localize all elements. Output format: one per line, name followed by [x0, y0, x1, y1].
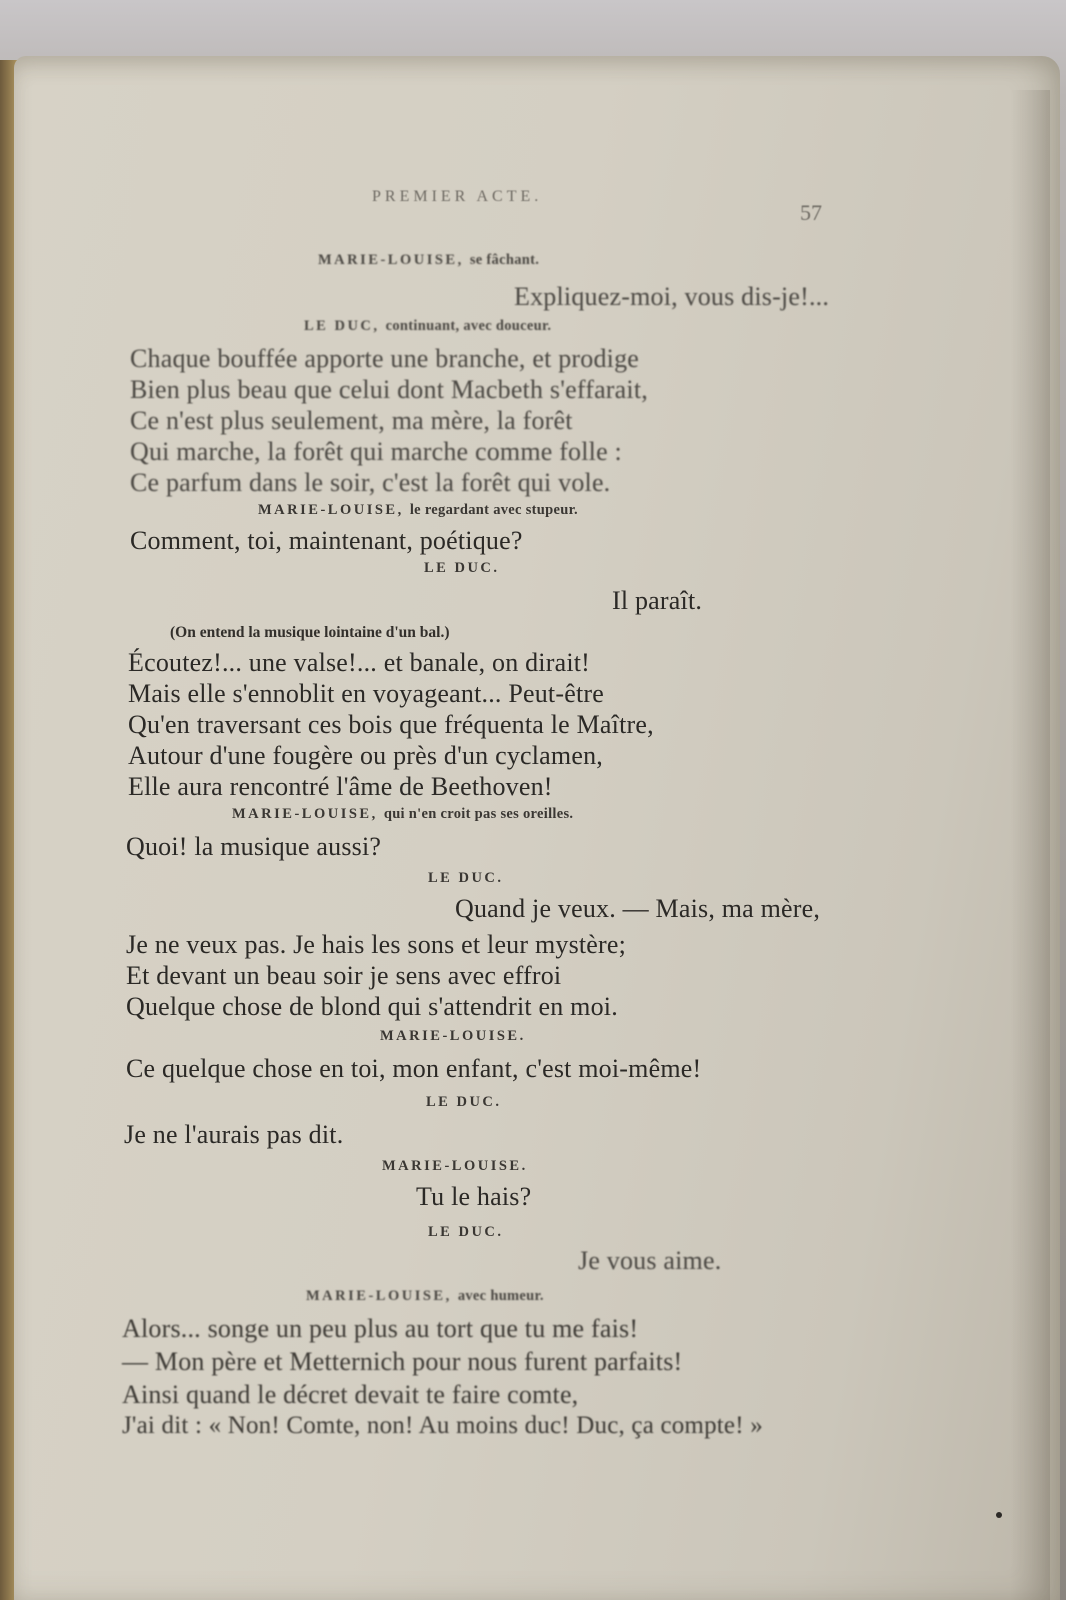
verse-line: Comment, toi, maintenant, poétique? [130, 526, 523, 555]
speaker-line [258, 502, 578, 519]
ink-speck [996, 1512, 1002, 1518]
speaker-name: LE DUC. [428, 1224, 504, 1240]
speaker-line [318, 252, 539, 269]
verse-line: Elle aura rencontré l'âme de Beethoven! [128, 772, 553, 801]
verse-line: Et devant un beau soir je sens avec effroi [126, 961, 562, 990]
verse-line: Je ne l'aurais pas dit. [124, 1120, 344, 1149]
speaker-name: MARIE-LOUISE. [382, 1158, 528, 1174]
speaker-name: LE DUC. [424, 560, 500, 576]
verse-line: Quand je veux. — Mais, ma mère, [455, 894, 821, 923]
running-head: PREMIER ACTE. [372, 188, 543, 205]
speaker-name: MARIE-LOUISE, [318, 252, 464, 268]
speaker-line [304, 318, 551, 335]
speaker-name: MARIE-LOUISE. [380, 1028, 526, 1044]
stage-direction: qui n'en croit pas ses oreilles. [383, 806, 574, 822]
verse-line: Autour d'une fougère ou près d'un cyclamen, [128, 741, 603, 770]
stage-direction: se fâchant. [469, 252, 540, 268]
verse-line: Ce n'est plus seulement, ma mère, la forêt [130, 406, 573, 435]
verse-line: Qu'en traversant ces bois que fréquenta le Maître, [128, 710, 654, 739]
speaker-line [232, 806, 573, 823]
verse-line: Mais elle s'ennoblit en voyageant... Peut-être [128, 679, 604, 708]
verse-line: Je ne veux pas. Je hais les sons et leur mystère; [126, 930, 627, 959]
verse-line: Il paraît. [612, 586, 703, 615]
verse-line: Je vous aime. [578, 1246, 722, 1275]
speaker-name: LE DUC. [426, 1094, 502, 1110]
verse-line: Alors... songe un peu plus au tort que tu me fais! [122, 1314, 639, 1343]
stage-direction: avec humeur. [457, 1288, 544, 1304]
speaker-name: MARIE-LOUISE, [232, 806, 378, 822]
verse-line: J'ai dit : « Non! Comte, non! Au moins duc! Duc, ça compte! » [122, 1412, 763, 1439]
speaker-line [306, 1288, 544, 1305]
verse-line: Expliquez-moi, vous dis-je!... [514, 282, 830, 311]
speaker-name: MARIE-LOUISE, [258, 502, 404, 518]
stage-direction: (On entend la musique lointaine d'un bal.) [170, 624, 450, 641]
verse-line: Ce quelque chose en toi, mon enfant, c'est moi-même! [126, 1054, 702, 1083]
speaker-name: LE DUC, [304, 318, 380, 334]
verse-line: — Mon père et Metternich pour nous furent parfaits! [122, 1347, 683, 1376]
stage-direction: continuant, avec douceur. [385, 318, 552, 334]
verse-line: Écoutez!... une valse!... et banale, on dirait! [128, 648, 591, 677]
speaker-name: MARIE-LOUISE, [306, 1288, 452, 1304]
verse-line: Chaque bouffée apporte une branche, et prodige [130, 344, 640, 373]
verse-line: Quoi! la musique aussi? [126, 832, 382, 861]
verse-line: Ce parfum dans le soir, c'est la forêt qui vole. [130, 468, 611, 497]
verse-line: Qui marche, la forêt qui marche comme folle : [130, 437, 622, 466]
verse-line: Quelque chose de blond qui s'attendrit en moi. [126, 992, 618, 1021]
verse-line: Tu le hais? [416, 1182, 532, 1211]
verse-line: Ainsi quand le décret devait te faire comte, [122, 1380, 579, 1409]
speaker-name: LE DUC. [428, 870, 504, 886]
page-number: 57 [800, 200, 822, 225]
verse-line: Bien plus beau que celui dont Macbeth s'effarait, [130, 375, 648, 404]
stage-direction: le regardant avec stupeur. [409, 502, 578, 518]
